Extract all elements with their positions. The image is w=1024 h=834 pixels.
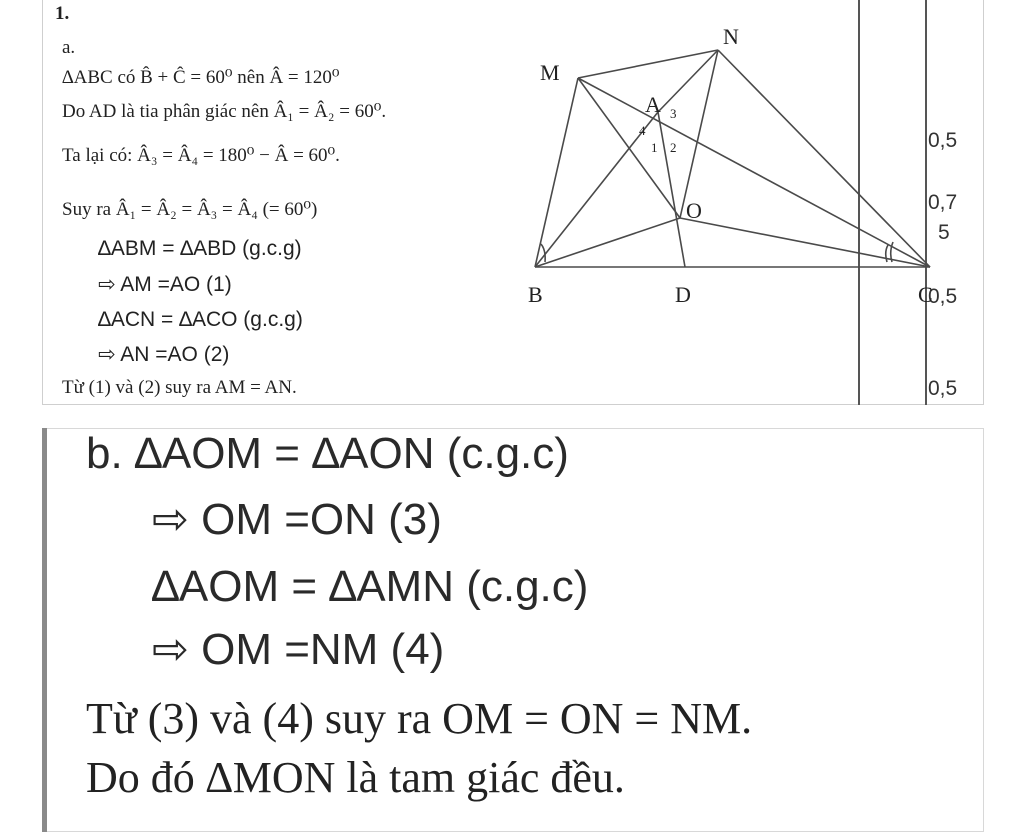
text-line: ∆ABC có B̂ + Ĉ = 60⁰ nên Â = 120⁰ (62, 67, 340, 88)
point-label-m: M (540, 60, 560, 85)
proof-line: Do đó ∆MON là tam giác đều. (86, 753, 625, 802)
segment-bo (535, 218, 680, 267)
score-value: 0,5 (928, 285, 958, 308)
conclusion-line: Từ (1) và (2) suy ra AM = AN. (62, 377, 297, 398)
text-line: Ta lại có: Â₃ = Â₄ = 180⁰ − Â = 60⁰. (62, 145, 340, 166)
segment-ad (658, 112, 685, 267)
point-label-n: N (723, 24, 739, 49)
segment-nc (718, 50, 930, 267)
score-value: 0,5 (928, 377, 958, 400)
score-value: 0,5 (928, 129, 958, 152)
problem-number: 1. (55, 3, 70, 24)
text-line: Suy ra Â₁ = Â₂ = Â₃ = Â₄ (= 60⁰) (62, 199, 318, 220)
point-label-o: O (686, 198, 702, 223)
angle-label-1: 1 (651, 140, 658, 155)
proof-step: ⇨ AM =AO (1) (98, 273, 232, 296)
point-label-b: B (528, 282, 543, 307)
point-label-d: D (675, 282, 691, 307)
segment-an (658, 50, 718, 112)
point-label-c: C (918, 282, 933, 307)
text-line: Do AD là tia phân giác nên Â₁ = Â₂ = 60⁰. (62, 101, 387, 122)
proof-line: ∆AOM = ∆AMN (c.g.c) (152, 562, 589, 611)
proof-line: ⇨ OM =NM (4) (152, 625, 445, 674)
proof-step: ⇨ AN =AO (2) (98, 343, 230, 366)
geometry-figure (0, 0, 1024, 410)
point-label-a: A (645, 92, 661, 117)
proof-line: ⇨ OM =ON (3) (152, 495, 442, 544)
segment-on (680, 50, 718, 218)
angle-label-3: 3 (670, 106, 677, 121)
proof-line: Từ (3) và (4) suy ra OM = ON = NM. (86, 694, 753, 743)
segment-mn (578, 50, 718, 78)
score-value: 5 (938, 221, 950, 244)
proof-step: ∆ABM = ∆ABD (g.c.g) (98, 237, 302, 260)
score-value: 0,7 (928, 191, 958, 214)
proof-step: ∆ACN = ∆ACO (g.c.g) (98, 308, 303, 331)
angle-label-4: 4 (639, 123, 646, 138)
panel-left-bar (42, 428, 47, 832)
angle-label-2: 2 (670, 140, 677, 155)
segment-mc (578, 78, 930, 267)
part-a-label: a. (62, 37, 76, 58)
proof-line: b. ∆AOM = ∆AON (c.g.c) (86, 429, 569, 478)
